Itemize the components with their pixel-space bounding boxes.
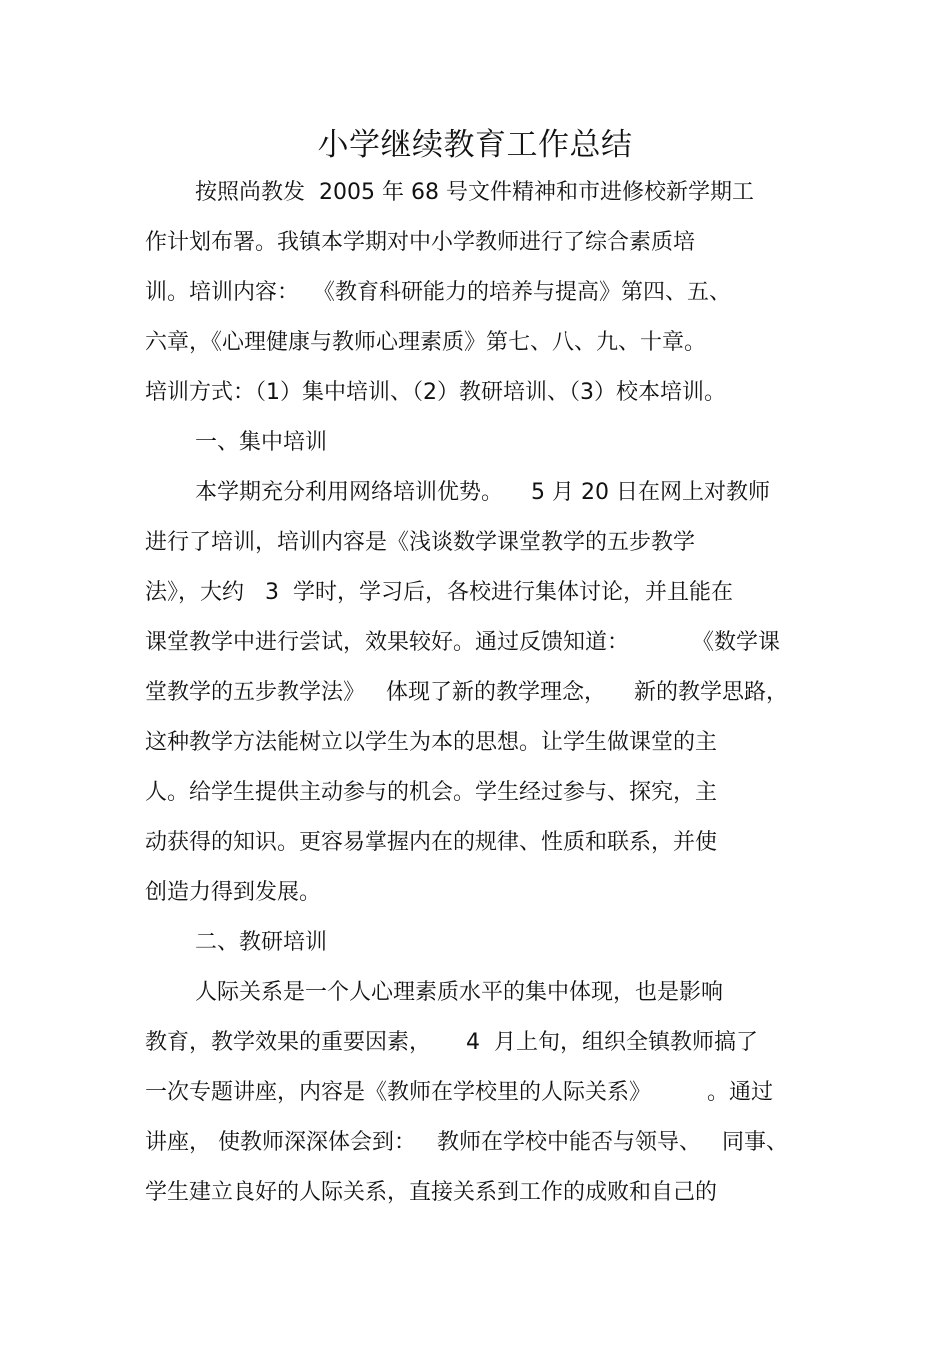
body-line: 堂教学的五步教学法》 体现了新的教学理念， 新的教学思路， xyxy=(145,680,788,705)
body-line: 本学期充分利用网络培训优势。 5 月 20 日在网上对教师 xyxy=(195,480,770,505)
document-title: 小学继续教育工作总结 xyxy=(317,127,633,163)
body-line: 训。培训内容： 《教育科研能力的培养与提高》第四、五、 xyxy=(145,280,731,305)
body-line: 六章，《心理健康与教师心理素质》第七、八、九、十章。 xyxy=(145,330,707,355)
body-line: 作计划布署。我镇本学期对中小学教师进行了综合素质培 xyxy=(145,230,696,255)
body-line: 一次专题讲座，内容是《教师在学校里的人际关系》 。通过 xyxy=(145,1080,773,1105)
body-line: 这种教学方法能树立以学生为本的思想。让学生做课堂的主 xyxy=(145,730,718,755)
body-line: 人。给学生提供主动参与的机会。学生经过参与、探究，主 xyxy=(145,780,718,805)
body-line: 创造力得到发展。 xyxy=(145,880,322,905)
body-line: 人际关系是一个人心理素质水平的集中体现，也是影响 xyxy=(195,980,724,1005)
body-line: 法》，大约 3 学时，学习后，各校进行集体讨论，并且能在 xyxy=(145,580,733,605)
body-line: 动获得的知识。更容易掌握内在的规律、性质和联系，并使 xyxy=(145,830,718,855)
body-line: 讲座， 使教师深深体会到： 教师在学校中能否与领导、 同事、 xyxy=(145,1130,788,1155)
section-heading: 二、教研培训 xyxy=(195,930,328,955)
section-heading: 一、集中培训 xyxy=(195,430,328,455)
body-line: 教育，教学效果的重要因素， 4 月上旬，组织全镇教师搞了 xyxy=(145,1030,758,1055)
body-line: 课堂教学中进行尝试，效果较好。通过反馈知道： 《数学课 xyxy=(145,630,780,655)
body-line: 学生建立良好的人际关系，直接关系到工作的成败和自己的 xyxy=(145,1180,718,1205)
body-line: 按照尚教发 2005 年 68 号文件精神和市进修校新学期工 xyxy=(195,180,754,205)
body-line: 培训方式：（1）集中培训、（2）教研培训、（3）校本培训。 xyxy=(145,380,726,405)
body-line: 进行了培训，培训内容是《浅谈数学课堂教学的五步教学 xyxy=(145,530,696,555)
